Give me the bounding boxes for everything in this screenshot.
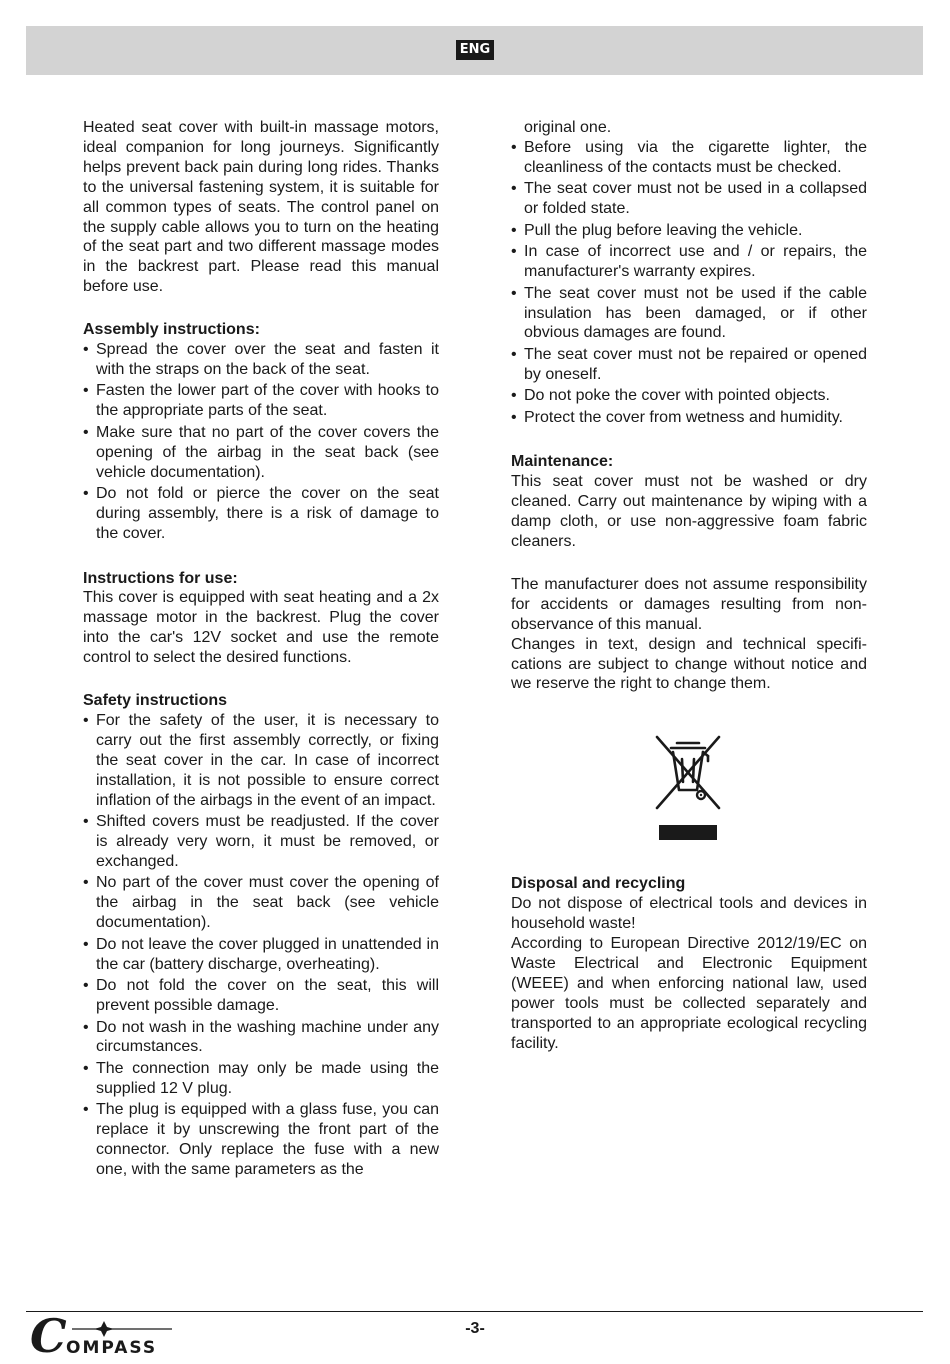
- page-number: -3-: [465, 1320, 485, 1337]
- right-column: [511, 118, 867, 1053]
- intro-paragraph: Heated seat cover with built-in massage motors, ideal companion for long journeys. Significantly helps prevent back pain during long rides. Thanks to the universal fastening system, it is suitable for all common types of seats. The control panel on the supply cable allows you to turn on the heating of the seat part and two different massage modes in the backrest part. Please read this manual before use.: [83, 119, 439, 296]
- safety-list: [83, 711, 439, 1180]
- assembly-title: Assembly instructions:: [83, 321, 260, 339]
- list-item: • For the safety of the user, it is necessary to carry out the first assembly correctly, or fixing the seat cover in the car. In case of incorrect installation, it is not possible to ensure correct inflation of the airbags in the event of an impact.: [83, 711, 439, 811]
- disclaimer-paragraph: The manufacturer does not assume responsibility for accidents or damages resulting from non-observance of this manual.: [511, 575, 867, 633]
- list-item: • The connection may only be made using the supplied 12 V plug.: [83, 1059, 439, 1099]
- list-item: • Do not leave the cover plugged in unattended in the car (battery discharge, overheating).: [83, 935, 439, 975]
- list-item: • Do not fold or pierce the cover on the seat during assembly, there is a risk of damage to the cover.: [83, 484, 439, 544]
- list-item: • Do not wash in the washing machine under any circumstances.: [83, 1018, 439, 1058]
- list-item: • Do not poke the cover with pointed objects.: [511, 386, 867, 406]
- disposal-title: Disposal and recycling: [511, 875, 686, 893]
- list-item: • Do not fold the cover on the seat, this will prevent possible damage.: [83, 976, 439, 1016]
- list-item: • Pull the plug before leaving the vehicle.: [511, 221, 867, 241]
- assembly-list: [83, 340, 439, 544]
- maintenance-paragraph: This seat cover must not be washed or dry cleaned. Carry out maintenance by wiping with a damp cloth, or use non-aggressive foam fabric cleaners.: [511, 473, 867, 550]
- list-item: • Shifted covers must be readjusted. If the cover is already very worn, it must be removed, or exchanged.: [83, 812, 439, 872]
- safety-title: Safety instructions: [83, 692, 228, 710]
- list-item: • The plug is equipped with a glass fuse, you can replace it by unscrewing the front part of the connector. Only replace the fuse with a new one, with the same parameters as the: [83, 1100, 439, 1180]
- usage-title: Instructions for use:: [83, 569, 238, 587]
- list-item: • Protect the cover from wetness and humidity.: [511, 408, 867, 428]
- list-item: • The seat cover must not be repaired or opened by oneself.: [511, 345, 867, 385]
- compass-logo: C OMPASS: [30, 1318, 175, 1360]
- language-badge: ENG: [456, 40, 494, 60]
- list-item: • The seat cover must not be used if the cable insulation has been damaged, or if other obvious damages are found.: [511, 284, 867, 344]
- weee-symbol: [511, 694, 867, 874]
- list-item: • Before using via the cigarette lighter, the cleanliness of the contacts must be checked.: [511, 138, 867, 178]
- usage-paragraph: This cover is equipped with seat heating and a 2x massage motor in the backrest. Plug the cover into the car's 12V socket and use the remote control to select the desired functions.: [83, 589, 439, 667]
- list-item: • In case of incorrect use and / or repairs, the manufacturer's warranty expires.: [511, 242, 867, 282]
- disposal-paragraph-1: Do not dispose of electrical tools and devices in household waste!: [511, 895, 867, 933]
- list-item: • Make sure that no part of the cover covers the opening of the airbag in the seat back (see vehicle documentation).: [83, 423, 439, 483]
- changes-paragraph: Changes in text, design and technical specifications are subject to change without notice and we reserve the right to change them.: [511, 635, 867, 693]
- list-item: • Fasten the lower part of the cover with hooks to the appropriate parts of the seat.: [83, 381, 439, 421]
- compass-star-icon: [64, 1320, 174, 1338]
- list-item: • Spread the cover over the seat and fasten it with the straps on the back of the seat.: [83, 340, 439, 380]
- crossed-out-wheelie-bin-icon: [653, 734, 723, 814]
- left-column: [83, 118, 439, 1182]
- list-item: • The seat cover must not be used in a collapsed or folded state.: [511, 179, 867, 219]
- safety-list-continued: [511, 138, 867, 428]
- list-item: • No part of the cover must cover the opening of the airbag in the seat back (see vehicle documentation).: [83, 873, 439, 933]
- disposal-paragraph-2: According to European Directive 2012/19/EC on Waste Electrical and Electronic Equipment (WEEE) and when enforcing national law, used power tools must be collected separately and transported to an appropriate ecological recycling facility.: [511, 935, 867, 1052]
- footer-divider: [26, 1311, 923, 1312]
- weee-black-bar: [659, 825, 717, 840]
- list-continuation: original one.: [524, 119, 612, 136]
- maintenance-title: Maintenance:: [511, 453, 614, 471]
